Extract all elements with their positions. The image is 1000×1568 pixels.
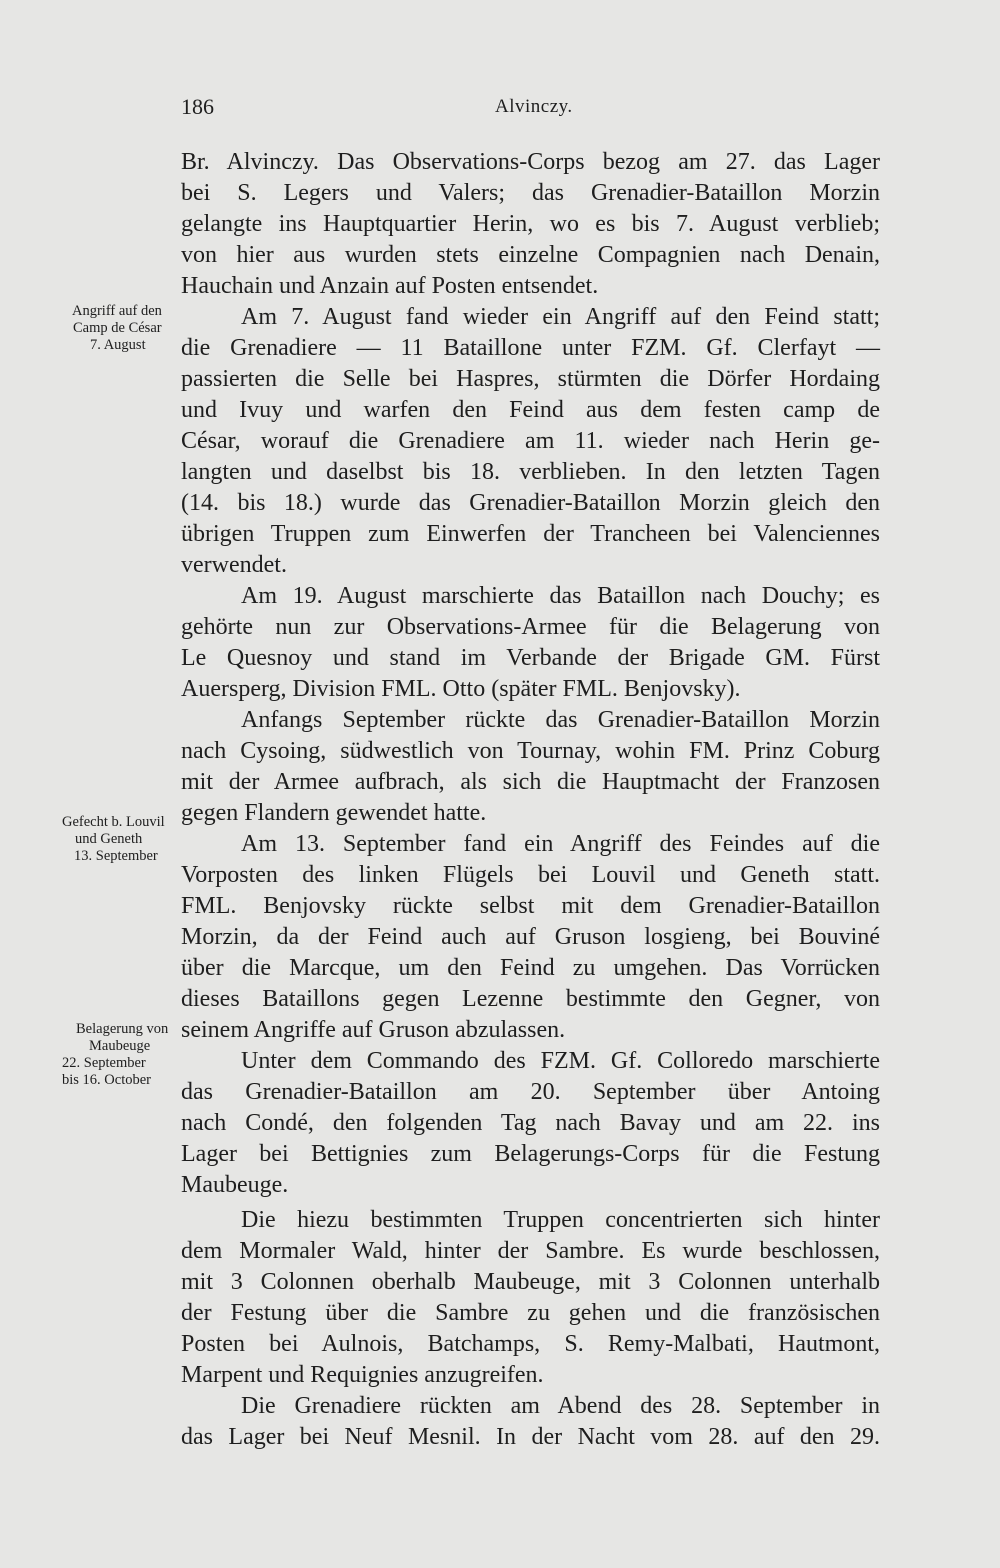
text-line: Maubeuge.	[181, 1172, 289, 1198]
text-line: (14. bis 18.) wurde das Grenadier-Bataillon Morzin gleich den	[181, 490, 880, 516]
text-line: das Grenadier-Bataillon am 20. September über Antoing	[181, 1079, 880, 1105]
margin-note-line: Maubeuge	[89, 1038, 151, 1054]
margin-note-line: 22. September	[62, 1055, 146, 1071]
margin-note-line: Camp de César	[73, 320, 162, 336]
text-line: mit 3 Colonnen oberhalb Maubeuge, mit 3 Colonnen unterhalb	[181, 1269, 880, 1295]
margin-note-gefecht	[62, 814, 165, 865]
text-line: langten und daselbst bis 18. verblieben. In den letzten Tagen	[181, 459, 880, 485]
text-line: seinem Angriffe auf Gruson abzulassen.	[181, 1017, 566, 1043]
margin-note-line: Belagerung von	[76, 1021, 169, 1037]
running-head: Alvinczy.	[495, 96, 573, 117]
margin-note-line: und Geneth	[75, 831, 143, 847]
page-header	[181, 94, 880, 124]
text-line: nach Cysoing, südwestlich von Tournay, wohin FM. Prinz Coburg	[181, 738, 880, 764]
text-line: Auersperg, Division FML. Otto (später FML. Benjovsky).	[181, 676, 741, 702]
text-line: nach Condé, den folgenden Tag nach Bavay und am 22. ins	[181, 1110, 880, 1136]
text-line: Le Quesnoy und stand im Verbande der Brigade GM. Fürst	[181, 645, 880, 671]
page-number: 186	[181, 94, 214, 119]
text-line: Morzin, da der Feind auch auf Gruson losgieng, bei Bouviné	[181, 924, 880, 950]
text-line: Am 19. August marschierte das Bataillon nach Douchy; es	[241, 583, 880, 609]
margin-note-line: Angriff auf den	[72, 303, 162, 319]
text-line: von hier aus wurden stets einzelne Compagnien nach Denain,	[181, 242, 880, 268]
text-line: Lager bei Bettignies zum Belagerungs-Corps für die Festung	[181, 1141, 880, 1167]
margin-note-angriff	[72, 303, 162, 354]
text-line: César, worauf die Grenadiere am 11. wieder nach Herin ge-	[181, 428, 880, 454]
margin-note-line: 13. September	[74, 848, 158, 864]
text-line: übrigen Truppen zum Einwerfen der Trancheen bei Valenciennes	[181, 521, 880, 547]
text-line: Die Grenadiere rückten am Abend des 28. September in	[241, 1393, 880, 1419]
text-line: Anfangs September rückte das Grenadier-Bataillon Morzin	[241, 707, 880, 733]
text-line: FML. Benjovsky rückte selbst mit dem Grenadier-Bataillon	[181, 893, 880, 919]
text-line: gehörte nun zur Observations-Armee für die Belagerung von	[181, 614, 880, 640]
text-line: gelangte ins Hauptquartier Herin, wo es bis 7. August verblieb;	[181, 211, 880, 237]
margin-note-line: 7. August	[90, 337, 146, 353]
margin-note-belagerung	[62, 1021, 168, 1089]
text-line: gegen Flandern gewendet hatte.	[181, 800, 487, 826]
text-line: Die hiezu bestimmten Truppen concentrierten sich hinter	[241, 1207, 880, 1233]
text-line: Marpent und Requignies anzugreifen.	[181, 1362, 544, 1388]
text-line: dieses Bataillons gegen Lezenne bestimmte den Gegner, von	[181, 986, 880, 1012]
text-line: die Grenadiere — 11 Bataillone unter FZM. Gf. Clerfayt —	[181, 335, 880, 361]
text-line: Unter dem Commando des FZM. Gf. Colloredo marschierte	[241, 1048, 880, 1074]
text-line: bei S. Legers und Valers; das Grenadier-Bataillon Morzin	[181, 180, 880, 206]
text-line: über die Marcque, um den Feind zu umgehen. Das Vorrücken	[181, 955, 880, 981]
text-line: passierten die Selle bei Haspres, stürmten die Dörfer Hordaing	[181, 366, 880, 392]
text-line: das Lager bei Neuf Mesnil. In der Nacht vom 28. auf den 29.	[181, 1424, 880, 1450]
text-line: mit der Armee aufbrach, als sich die Hauptmacht der Franzosen	[181, 769, 880, 795]
text-line: Vorposten des linken Flügels bei Louvil und Geneth statt.	[181, 862, 880, 888]
text-line: Am 13. September fand ein Angriff des Feindes auf die	[241, 831, 880, 857]
margin-note-line: Gefecht b. Louvil	[62, 814, 165, 830]
text-line: Br. Alvinczy. Das Observations-Corps bezog am 27. das Lager	[181, 149, 880, 175]
margin-note-line: bis 16. October	[62, 1072, 151, 1088]
text-line: und Ivuy und warfen den Feind aus dem festen camp de	[181, 397, 880, 423]
text-line: dem Mormaler Wald, hinter der Sambre. Es wurde beschlossen,	[181, 1238, 880, 1264]
text-line: Am 7. August fand wieder ein Angriff auf den Feind statt;	[241, 304, 880, 330]
text-line: verwendet.	[181, 552, 287, 578]
text-line: Hauchain und Anzain auf Posten entsendet.	[181, 273, 599, 299]
text-line: der Festung über die Sambre zu gehen und die französischen	[181, 1300, 880, 1326]
text-line: Posten bei Aulnois, Batchamps, S. Remy-Malbati, Hautmont,	[181, 1331, 880, 1357]
